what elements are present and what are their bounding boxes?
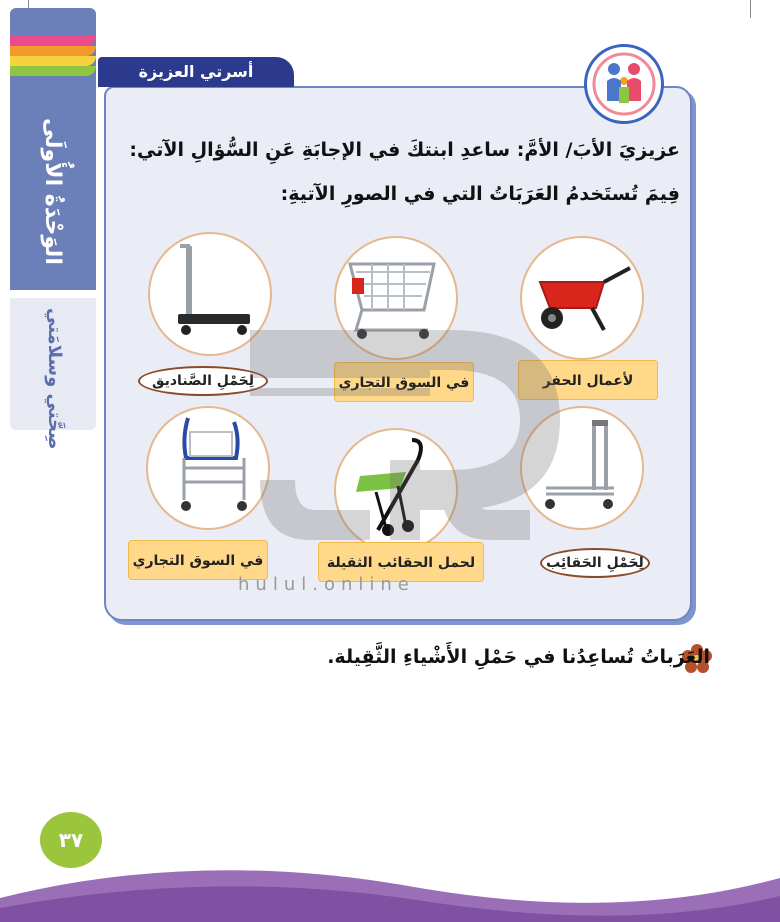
watermark-text: hulul.online: [238, 574, 415, 595]
unit-subtitle: صِحَّتي وسلامَتي: [44, 308, 65, 450]
section-title: أسرتي العزيزة: [98, 57, 294, 87]
question-line-1: عزيزيَ الأبَ/ الأمَّ: ساعدِ ابنتكَ في الإجابَةِ عَنِ السُّؤالِ الآتي:: [129, 139, 680, 161]
rainbow-stripe: [10, 66, 96, 76]
label-shopping-cart: في السوق التجاري: [334, 362, 474, 402]
unit-tab: [10, 8, 96, 450]
unit-title: الوَحْدَةُ الأُولَى: [40, 118, 65, 265]
label-platform-trolley: لِحَمْلِ الصَّناديق: [138, 366, 268, 396]
footer-wave: [0, 858, 780, 922]
label-hand-truck: لحمل الحقائب الثقيلة: [318, 542, 484, 582]
label-shopping-trolley: في السوق التجاري: [128, 540, 268, 580]
rainbow-stripe: [10, 56, 96, 66]
unit-tab-footer: [10, 298, 96, 450]
label-luggage-cart: لِحَمْلِ الحَقائِب: [540, 548, 650, 578]
family-icon: [584, 44, 664, 124]
watermark-logo: [240, 330, 570, 580]
label-wheelbarrow: لأعمال الحفر: [518, 360, 658, 400]
page-number: ٣٧: [40, 812, 102, 868]
conclusion-text: العَرَباتُ تُساعِدُنا في حَمْلِ الأَشْياءِ الثَّقِيلة.: [327, 646, 710, 668]
rainbow-stripe: [10, 46, 96, 56]
question-line-2: فِيمَ تُستَخدمُ العَرَبَاتُ التي في الصورِ الآتيةِ:: [280, 183, 680, 205]
unit-tab-header: [10, 8, 96, 290]
crop-mark: [750, 0, 751, 18]
rainbow-stripe: [10, 36, 96, 46]
